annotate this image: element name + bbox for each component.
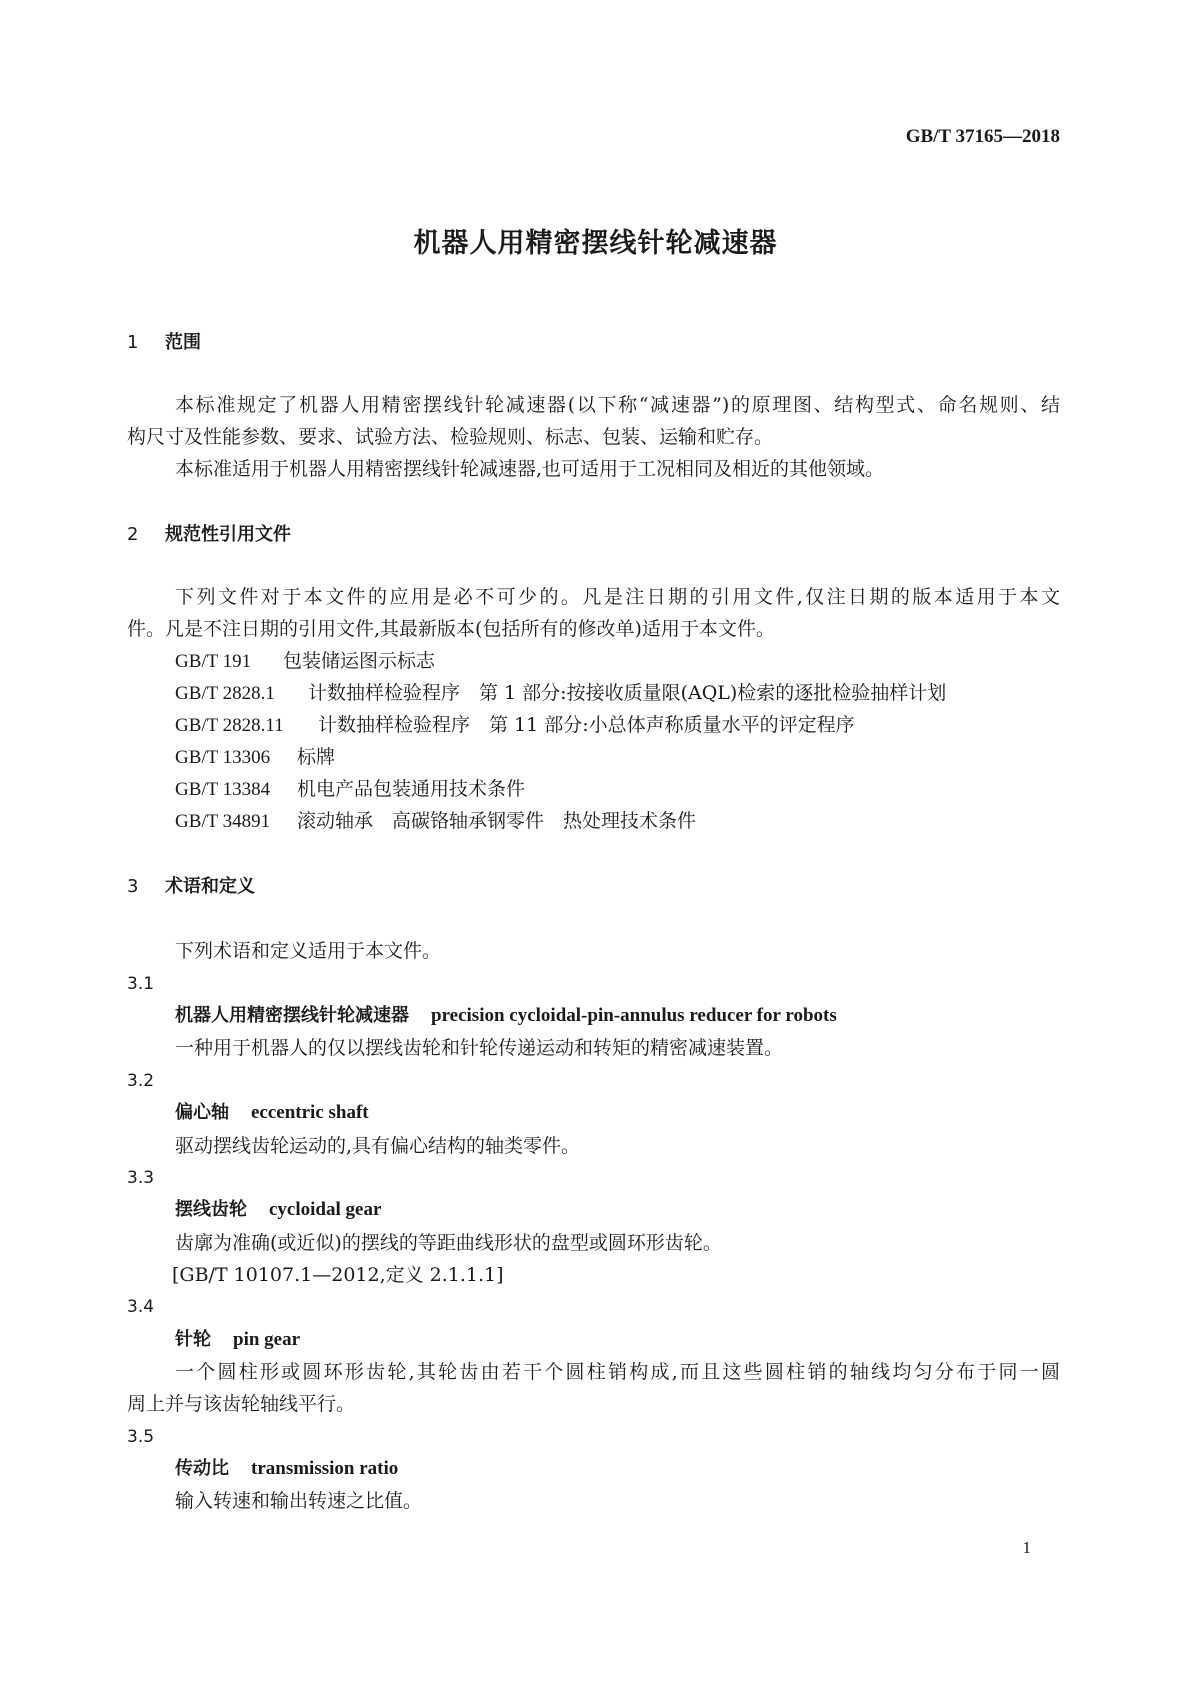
section-heading-terms (127, 874, 255, 900)
term-heading (175, 1100, 369, 1126)
reference-item (175, 808, 696, 835)
term-en: eccentric shaft (251, 1102, 369, 1123)
term-definition: 输入转速和输出转速之比值。 (175, 1490, 423, 1512)
term-number: 3.5 (127, 1427, 155, 1447)
term-heading (175, 1197, 381, 1223)
reference-code: GB/T 2828.11 (175, 715, 284, 736)
page-number: 1 (1022, 1538, 1031, 1557)
term-heading (175, 1456, 398, 1482)
term-number: 3.1 (127, 974, 155, 994)
section-number: 3 (127, 876, 139, 897)
section-title: 术语和定义 (165, 876, 255, 897)
term-en: transmission ratio (251, 1458, 399, 1479)
term-zh: 传动比 (175, 1458, 229, 1479)
reference-item (175, 712, 855, 739)
reference-title: 包装储运图示标志 (283, 650, 436, 672)
reference-title: 计数抽样检验程序 第 11 部分:小总体声称质量水平的评定程序 (318, 714, 855, 736)
document-title: 机器人用精密摆线针轮减速器 (413, 228, 778, 259)
reference-code: GB/T 13384 (175, 779, 271, 800)
term-en: pin gear (233, 1329, 301, 1350)
paragraph-line: 下列文件对于本文件的应用是必不可少的。凡是注日期的引用文件,仅注日期的版本适用于本文 (175, 586, 1060, 608)
reference-item (175, 744, 335, 771)
paragraph-line: 构尺寸及性能参数、要求、试验方法、检验规则、标志、包装、运输和贮存。 (127, 426, 774, 448)
term-heading (175, 1003, 837, 1029)
term-en: cycloidal gear (269, 1199, 382, 1220)
term-source: [GB/T 10107.1—2012,定义 2.1.1.1] (172, 1264, 504, 1286)
term-definition: 一个圆柱形或圆环形齿轮,其轮齿由若干个圆柱销构成,而且这些圆柱销的轴线均匀分布于同一圆 (175, 1361, 1060, 1383)
reference-title: 计数抽样检验程序 第 1 部分:按接收质量限(AQL)检索的逐批检验抽样计划 (308, 682, 947, 704)
term-number: 3.3 (127, 1168, 155, 1188)
term-definition: 周上并与该齿轮轴线平行。 (127, 1393, 356, 1415)
term-zh: 机器人用精密摆线针轮减速器 (175, 1005, 409, 1026)
section-heading-scope (127, 330, 201, 356)
term-heading (175, 1327, 300, 1353)
term-definition: 驱动摆线齿轮运动的,具有偏心结构的轴类零件。 (175, 1135, 581, 1157)
term-number: 3.2 (127, 1071, 155, 1091)
section-number: 1 (127, 332, 139, 353)
reference-code: GB/T 2828.1 (175, 683, 275, 704)
reference-code: GB/T 191 (175, 651, 252, 672)
paragraph-line: 下列术语和定义适用于本文件。 (175, 940, 442, 962)
term-number: 3.4 (127, 1297, 155, 1317)
reference-title: 标牌 (297, 746, 336, 768)
term-zh: 偏心轴 (175, 1102, 229, 1123)
reference-item (175, 776, 525, 803)
paragraph-line: 本标准适用于机器人用精密摆线针轮减速器,也可适用于工况相同及相近的其他领域。 (175, 458, 885, 480)
section-title: 规范性引用文件 (165, 524, 291, 545)
reference-title: 机电产品包装通用技术条件 (297, 778, 526, 800)
term-definition: 齿廓为准确(或近似)的摆线的等距曲线形状的盘型或圆环形齿轮。 (175, 1232, 722, 1254)
reference-code: GB/T 34891 (175, 811, 271, 832)
section-number: 2 (127, 524, 139, 545)
term-zh: 针轮 (175, 1329, 211, 1350)
reference-code: GB/T 13306 (175, 747, 271, 768)
term-zh: 摆线齿轮 (175, 1199, 247, 1220)
paragraph-line: 件。凡是不注日期的引用文件,其最新版本(包括所有的修改单)适用于本文件。 (127, 618, 775, 640)
reference-item (175, 648, 435, 675)
reference-title: 滚动轴承 高碳铬轴承钢零件 热处理技术条件 (297, 810, 697, 832)
reference-item (175, 680, 946, 707)
section-heading-normative-references (127, 522, 291, 548)
term-definition: 一种用于机器人的仅以摆线齿轮和针轮传递运动和转矩的精密减速装置。 (175, 1037, 784, 1059)
standard-number: GB/T 37165—2018 (905, 126, 1060, 147)
paragraph-line: 本标准规定了机器人用精密摆线针轮减速器(以下称“减速器”)的原理图、结构型式、命名规则、结 (175, 394, 1060, 416)
term-en: precision cycloidal-pin-annulus reducer for robots (431, 1005, 837, 1026)
section-title: 范围 (165, 332, 201, 353)
